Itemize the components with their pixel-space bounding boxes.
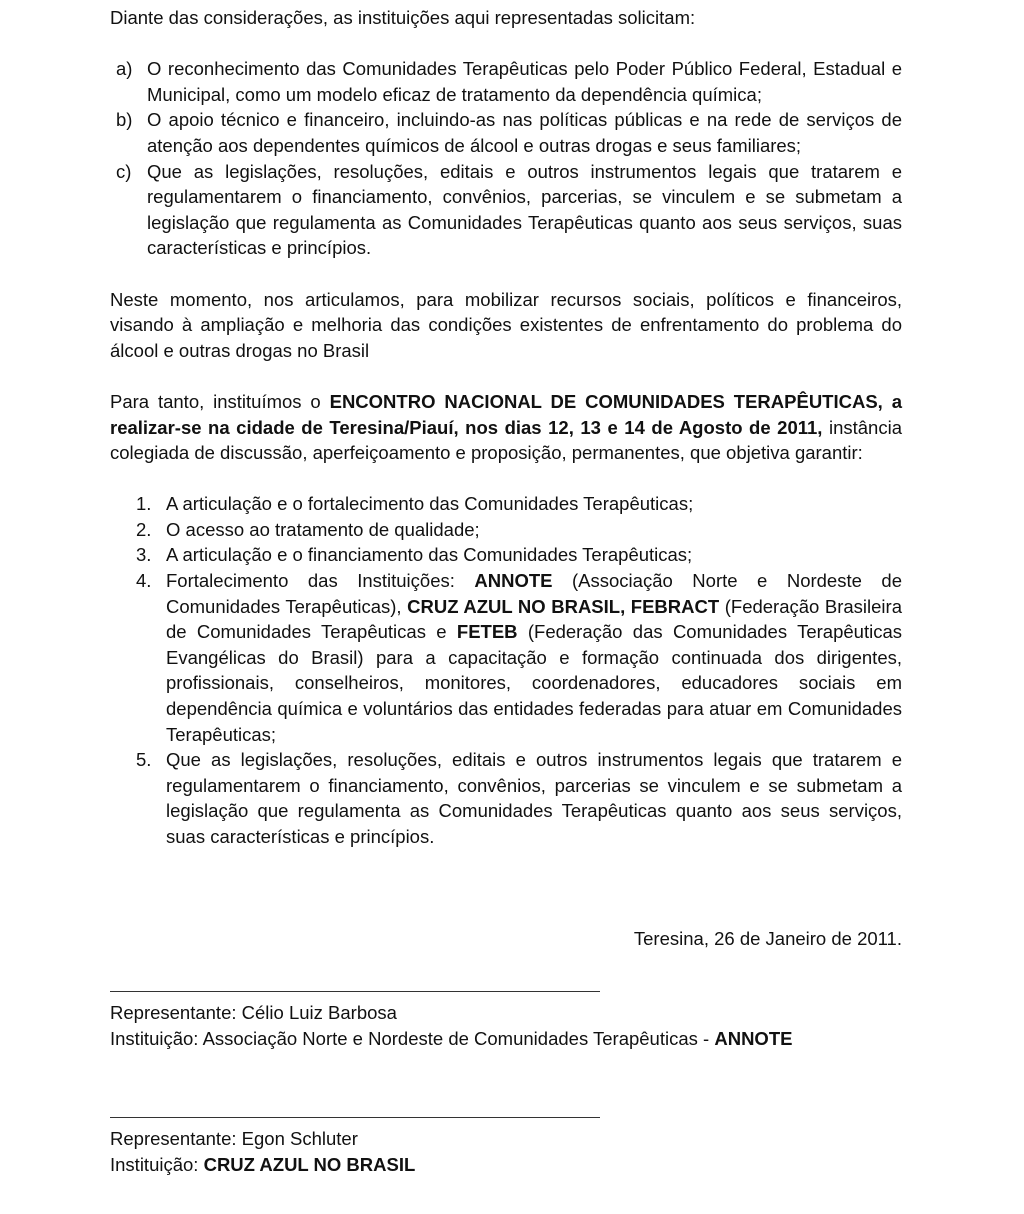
event-name: ENCONTRO NACIONAL DE COMUNIDADES TERAPÊUTICAS, a realizar-se na cidade de Teresina/Piauí, nos dias 12, 13 e 14 de Agosto de 2011, xyxy=(110,390,902,438)
list-item-text: Que as legislações, resoluções, editais e outros instrumentos legais que tratarem e regulamentarem o financiamento, convênios, parcerias se vinculem e se submetam a legislação que regulamenta as Comunidades Terapêuticas quanto aos seus serviços, suas características e princípios. xyxy=(166,749,902,847)
institution-label: Instituição: xyxy=(110,1153,204,1175)
list-item-text: A articulação e o financiamento das Comunidades Terapêuticas; xyxy=(166,544,693,566)
event-paragraph-lead: Para tanto, instituímos o xyxy=(110,390,330,412)
text-segment: (Federação das Comunidades Terapêuticas Evangélicas do Brasil) para a capacitação e formação continuada dos dirigentes, profissionais, conselheiros, monitores, coordenadores, educadores sociais em dependência química e voluntários das entidades federadas para atuar em Comunidades Terapêuticas; xyxy=(166,621,902,745)
institution-name: CRUZ AZUL NO BRASIL xyxy=(203,1153,416,1175)
document-body xyxy=(110,5,902,1178)
representative-label: Representante: xyxy=(110,1002,242,1024)
list-marker: 1. xyxy=(136,493,152,515)
list-marker: b) xyxy=(116,109,133,131)
list-marker: a) xyxy=(116,58,133,80)
mobilization-paragraph: Neste momento, nos articulamos, para mobilizar recursos sociais, políticos e financeiros, visando à ampliação e melhoria das condições existentes de enfrentamento do problema do álcool e outras drogas no Brasil xyxy=(110,288,902,361)
list-item xyxy=(110,491,902,517)
institution-label: Instituição: xyxy=(110,1027,203,1049)
institution-line xyxy=(110,1152,902,1178)
list-marker: 3. xyxy=(136,544,152,566)
list-marker: 2. xyxy=(136,518,152,540)
list-item-text: Que as legislações, resoluções, editais e outros instrumentos legais que tratarem e regulamentarem o financiamento, convênios, parcerias, se vinculem e se submetam a legislação que regulamenta as Comunidades Terapêuticas quanto aos seus serviços, suas características e princípios. xyxy=(147,160,902,259)
institution-acronym: ANNOTE xyxy=(714,1027,793,1049)
institution-line xyxy=(110,1026,902,1052)
representative-name: Egon Schluter xyxy=(241,1128,358,1150)
list-marker: c) xyxy=(116,160,132,182)
list-item xyxy=(110,159,902,261)
list-item-text xyxy=(166,570,902,745)
list-item xyxy=(110,56,902,107)
list-item xyxy=(110,747,902,849)
org-annote: ANNOTE xyxy=(474,570,553,592)
list-marker: 5. xyxy=(136,749,152,771)
representative-line xyxy=(110,1000,902,1026)
objectives-list xyxy=(110,491,902,849)
representative-name: Célio Luiz Barbosa xyxy=(241,1002,397,1024)
list-item xyxy=(110,568,902,747)
document-date: Teresina, 26 de Janeiro de 2011. xyxy=(633,927,902,949)
representative-line xyxy=(110,1126,902,1152)
org-feteb: FETEB xyxy=(456,621,518,643)
list-item-text: O apoio técnico e financeiro, incluindo-as nas políticas públicas e na rede de serviços de atenção aos dependentes químicos de álcool e outras drogas e seus familiares; xyxy=(147,109,902,156)
list-item xyxy=(110,542,902,568)
list-item xyxy=(110,107,902,158)
requests-list xyxy=(110,56,902,261)
text-segment: Fortalecimento das Instituições: xyxy=(166,570,475,592)
list-item-text: O reconhecimento das Comunidades Terapêuticas pelo Poder Público Federal, Estadual e Municipal, como um modelo eficaz de tratamento da dependência química; xyxy=(147,58,902,105)
institution-name: Associação Norte e Nordeste de Comunidades Terapêuticas - xyxy=(202,1027,715,1049)
event-paragraph xyxy=(110,389,902,466)
org-cruz-azul-febract: CRUZ AZUL NO BRASIL, FEBRACT xyxy=(407,595,720,617)
intro-paragraph: Diante das considerações, as instituições aqui representadas solicitam: xyxy=(110,7,696,28)
text-segment: (Associação Norte e Nordeste de Comunidades Terapêuticas), xyxy=(166,570,902,617)
list-item xyxy=(110,517,902,543)
list-marker: 4. xyxy=(136,570,152,592)
text-segment: (Federação Brasileira de Comunidades Terapêuticas e xyxy=(166,595,902,643)
representative-label: Representante: xyxy=(110,1128,242,1150)
event-paragraph-tail: instância colegiada de discussão, aperfeiçoamento e proposição, permanentes, que objetiva garantir: xyxy=(110,416,902,464)
list-item-text: A articulação e o fortalecimento das Comunidades Terapêuticas; xyxy=(166,493,694,515)
list-item-text: O acesso ao tratamento de qualidade; xyxy=(166,518,480,540)
